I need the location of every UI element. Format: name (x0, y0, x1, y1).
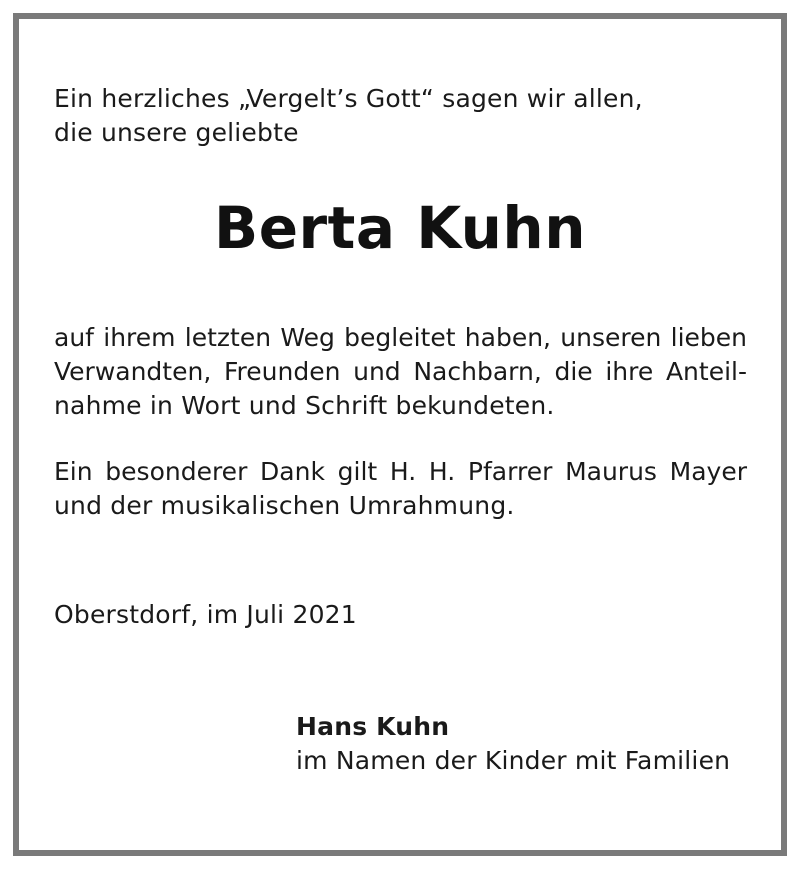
place-date: Oberstdorf, im Juli 2021 (54, 600, 357, 629)
thanks-line-1: auf ihrem letzten Weg begleitet haben, unseren lieben (54, 323, 747, 352)
opening-line-2: die unsere geliebte (54, 118, 299, 147)
signature-name: Hans Kuhn (296, 712, 450, 741)
opening-line-1: Ein herzliches „Vergelt’s Gott“ sagen wir allen, (54, 84, 643, 113)
signature-note: im Namen der Kinder mit Familien (296, 746, 731, 775)
deceased-name-heading: Berta Kuhn (213, 194, 586, 262)
special-thanks-line-2: und der musikalischen Umrahmung. (54, 491, 515, 520)
special-thanks-line-1: Ein besonderer Dank gilt H. H. Pfarrer Maurus Mayer (54, 457, 747, 486)
thanks-line-2: Verwandten, Freunden und Nachbarn, die ihre Anteil- (54, 357, 747, 386)
thanks-line-3: nahme in Wort und Schrift bekundeten. (54, 391, 555, 420)
